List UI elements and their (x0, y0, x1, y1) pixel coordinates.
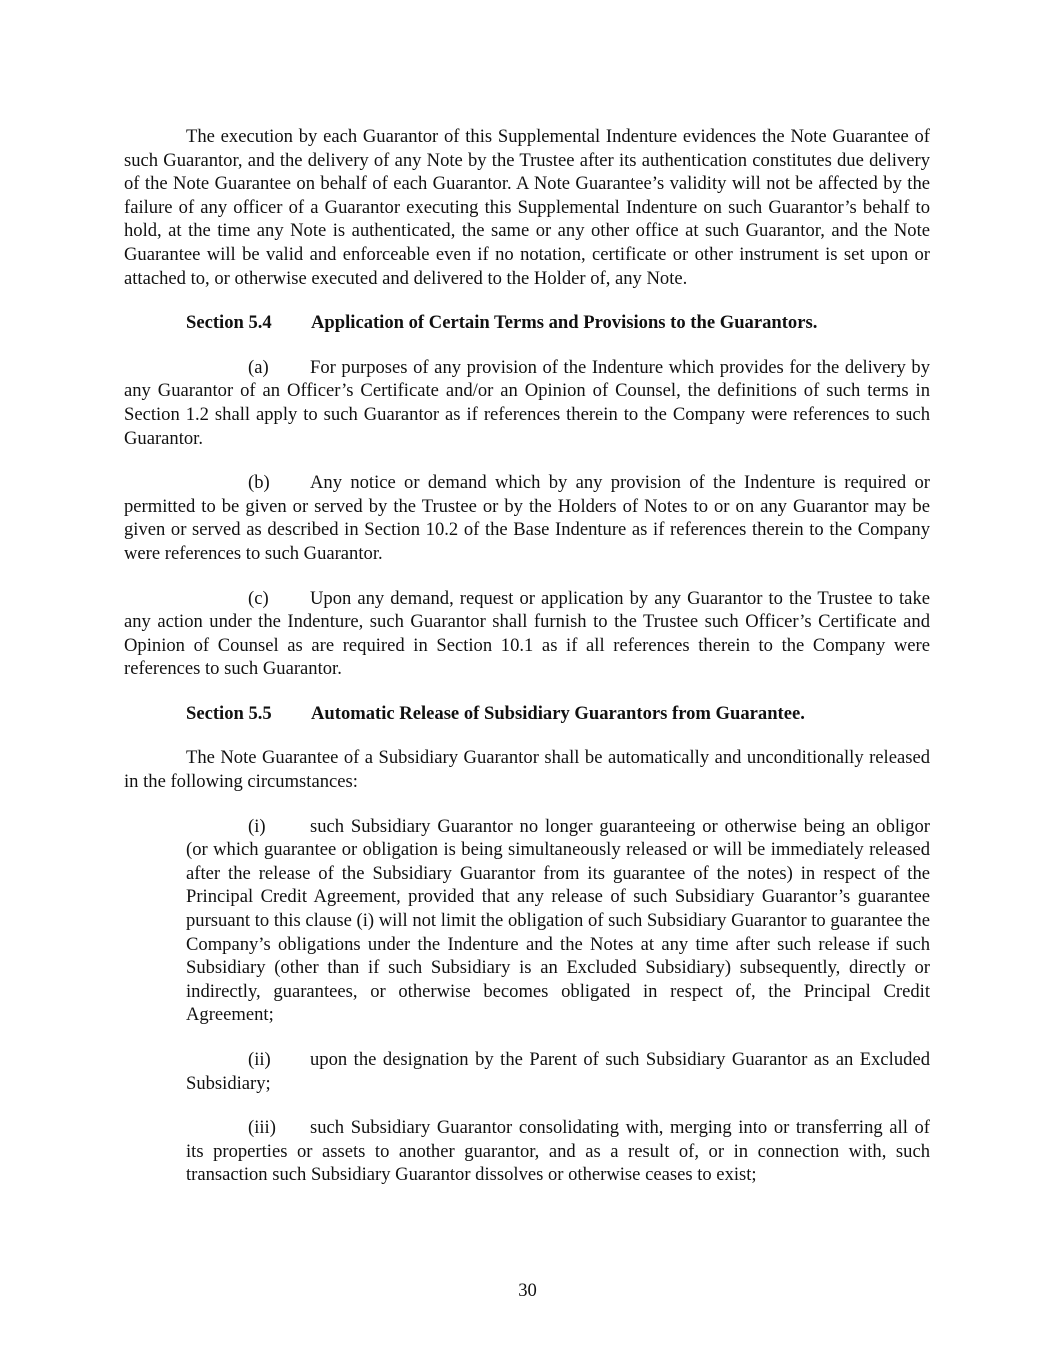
section-5-4-item-b (124, 471, 930, 565)
clause-label: (iii) (248, 1117, 276, 1139)
section-5-5-clause-ii (186, 1048, 930, 1095)
section-5-5-heading (124, 702, 930, 726)
section-5-5-number: Section 5.5 (186, 702, 272, 724)
item-label: (c) (248, 587, 269, 609)
section-5-5-title: Automatic Release of Subsidiary Guarantors from Guarantee. (311, 702, 805, 724)
clause-text: such Subsidiary Guarantor no longer guaranteeing or otherwise being an obligor (or which guarantee or obligation is being simultaneously released or will be immediately released after the release of the Subsidiary Guarantor from its guarantee of the notes) in respect of the Principal Credit Agreement, provided that any release of such Subsidiary Guarantor’s guarantee pursuant to this clause (i) will not limit the obligation of such Subsidiary Guarantor to guarantee the Company’s obligations under the Indenture and the Notes at any time after such release if such Subsidiary (other than if such Subsidiary is an Excluded Subsidiary) subsequently, directly or indirectly, guarantees, or otherwise becomes obligated in respect of, the Principal Credit Agreement; (186, 815, 930, 1026)
item-label: (b) (248, 472, 270, 494)
section-5-5-intro: The Note Guarantee of a Subsidiary Guarantor shall be automatically and unconditionally released in the following circumstances: (124, 747, 930, 793)
section-5-4-heading (124, 311, 930, 335)
section-5-4-number: Section 5.4 (186, 312, 272, 334)
item-text: Any notice or demand which by any provision of the Indenture is required or permitted to be given or served by the Trustee or by the Holders of Notes to or on any Guarantor may be given or served as described in Section 10.2 of the Base Indenture as if references therein to the Company were references to such Guarantor. (124, 472, 930, 564)
item-text: For purposes of any provision of the Indenture which provides for the delivery by any Guarantor of an Officer’s Certificate and/or an Opinion of Counsel, the definitions of such terms in Section 1.2 shall apply to such Guarantor as if references therein to the Company were references to such Guarantor. (124, 356, 930, 449)
intro-paragraph: The execution by each Guarantor of this Supplemental Indenture evidences the Note Guarantee of such Guarantor, and the delivery of any Note by the Trustee after its authentication constitutes due delivery of the Note Guarantee on behalf of each Guarantor. A Note Guarantee’s validity will not be affected by the failure of any officer of a Guarantor executing this Supplemental Indenture on such Guarantor’s behalf to hold, at the time any Note is authenticated, the same or any other office at such Guarantor, and the Note Guarantee will be valid and enforceable even if no notation, certificate or other instrument is set upon or attached to, or otherwise executed and delivered to the Holder of, any Note. (124, 126, 930, 289)
section-5-5-clause-iii (186, 1116, 930, 1187)
section-5-4-title: Application of Certain Terms and Provisions to the Guarantors. (311, 312, 818, 334)
section-5-4-item-c (124, 587, 930, 681)
item-text: Upon any demand, request or application by any Guarantor to the Trustee to take any action under the Indenture, such Guarantor shall furnish to the Trustee such Officer’s Certificate and Opinion of Counsel as are required in Section 10.1 as if all references therein to the Company were references to such Guarantor. (124, 587, 930, 680)
page-number: 30 (518, 1280, 537, 1301)
clause-text: such Subsidiary Guarantor consolidating with, merging into or transferring all of its properties or assets to another guarantor, and as a result of, or in connection with, such transaction such Subsidiary Guarantor dissolves or otherwise ceases to exist; (186, 1117, 930, 1186)
document-page (124, 125, 930, 1187)
section-5-5-clause-i (186, 815, 930, 1027)
section-5-4-item-a (124, 356, 930, 450)
clause-label: (i) (248, 815, 266, 837)
clause-text: upon the designation by the Parent of such Subsidiary Guarantor as an Excluded Subsidiary; (186, 1049, 930, 1094)
item-label: (a) (248, 356, 269, 378)
clause-label: (ii) (248, 1049, 271, 1070)
